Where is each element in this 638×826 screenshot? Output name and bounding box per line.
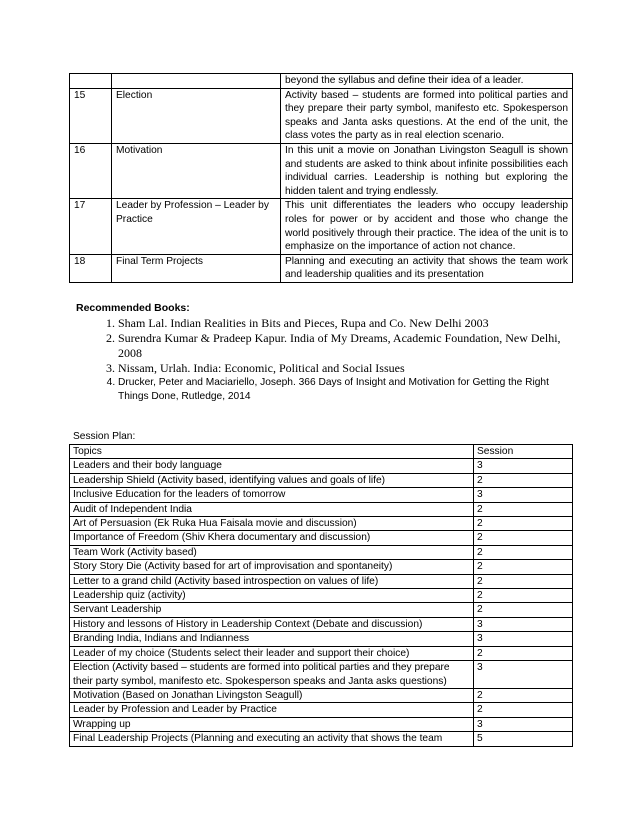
session-row bbox=[70, 517, 573, 531]
session-count: 3 bbox=[474, 632, 573, 646]
session-row bbox=[70, 488, 573, 502]
session-topic: Importance of Freedom (Shiv Khera documentary and discussion) bbox=[70, 531, 474, 545]
session-topic: Leader by Profession and Leader by Practice bbox=[70, 703, 474, 717]
session-row bbox=[70, 473, 573, 487]
session-topic: Audit of Independent India bbox=[70, 502, 474, 516]
activity-number: 18 bbox=[70, 254, 112, 282]
session-row bbox=[70, 603, 573, 617]
session-topic: Branding India, Indians and Indianness bbox=[70, 632, 474, 646]
session-topic: Leadership quiz (activity) bbox=[70, 589, 474, 603]
session-topic: History and lessons of History in Leadership Context (Debate and discussion) bbox=[70, 617, 474, 631]
session-topic: Art of Persuasion (Ek Ruka Hua Faisala movie and discussion) bbox=[70, 517, 474, 531]
activity-title: Leader by Profession – Leader by Practice bbox=[112, 199, 281, 254]
session-row bbox=[70, 459, 573, 473]
activity-row bbox=[70, 74, 573, 89]
session-count: 3 bbox=[474, 617, 573, 631]
session-topic: Wrapping up bbox=[70, 717, 474, 731]
activity-row bbox=[70, 199, 573, 254]
session-topic: Letter to a grand child (Activity based introspection on values of life) bbox=[70, 574, 474, 588]
book-item: 4. Drucker, Peter and Maciariello, Joseph. 366 Days of Insight and Motivation for Getting the Right Things Done, Rutledge, 2014 bbox=[118, 376, 576, 404]
session-row bbox=[70, 545, 573, 559]
session-count: 2 bbox=[474, 473, 573, 487]
activity-description: Activity based – students are formed into political parties and they prepare their party symbol, manifesto etc. Spokesperson speaks and Janta asks questions. At the end of the unit, the class votes the party as in real election scenario. bbox=[281, 88, 573, 143]
session-row bbox=[70, 531, 573, 545]
session-count: 3 bbox=[474, 459, 573, 473]
session-row bbox=[70, 688, 573, 702]
activity-row bbox=[70, 143, 573, 198]
session-plan-table bbox=[69, 444, 573, 747]
book-item: 2. Surendra Kumar & Pradeep Kapur. India of My Dreams, Academic Foundation, New Delhi, 2008 bbox=[118, 331, 576, 361]
session-row bbox=[70, 646, 573, 660]
session-topic: Inclusive Education for the leaders of tomorrow bbox=[70, 488, 474, 502]
session-count: 2 bbox=[474, 560, 573, 574]
activity-number: 16 bbox=[70, 143, 112, 198]
activity-description: This unit differentiates the leaders who occupy leadership roles for power or by accident and those who change the world positively through their practice. The idea of the unit is to emphasize on the importance of action not chance. bbox=[281, 199, 573, 254]
session-topic: Leader of my choice (Students select their leader and support their choice) bbox=[70, 646, 474, 660]
session-row bbox=[70, 703, 573, 717]
session-topic: Final Leadership Projects (Planning and executing an activity that shows the team bbox=[70, 732, 474, 746]
session-count: 5 bbox=[474, 732, 573, 746]
session-count: 2 bbox=[474, 517, 573, 531]
activity-description: In this unit a movie on Jonathan Livingston Seagull is shown and students are asked to think about infinite possibilities each individual carries. Leadership is nothing but exploring the hidden talent and trying endlessly. bbox=[281, 143, 573, 198]
book-item: 3. Nissam, Urlah. India: Economic, Political and Social Issues bbox=[118, 361, 576, 376]
session-header: Session bbox=[474, 445, 573, 459]
session-plan-label: Session Plan: bbox=[73, 431, 136, 442]
session-count: 2 bbox=[474, 688, 573, 702]
activity-row bbox=[70, 254, 573, 282]
session-topic: Story Story Die (Activity based for art of improvisation and spontaneity) bbox=[70, 560, 474, 574]
session-topic: Leaders and their body language bbox=[70, 459, 474, 473]
session-topic: Election (Activity based – students are formed into political parties and they prepare their party symbol, manifesto etc. Spokesperson speaks and Janta asks questions) bbox=[70, 661, 474, 689]
activity-title: Final Term Projects bbox=[112, 254, 281, 282]
session-count: 2 bbox=[474, 545, 573, 559]
session-row bbox=[70, 589, 573, 603]
session-topic: Leadership Shield (Activity based, identifying values and goals of life) bbox=[70, 473, 474, 487]
session-row bbox=[70, 661, 573, 689]
session-row bbox=[70, 560, 573, 574]
session-count: 2 bbox=[474, 603, 573, 617]
activity-description: Planning and executing an activity that shows the team work and leadership qualities and its presentation bbox=[281, 254, 573, 282]
books-heading: Recommended Books: bbox=[76, 302, 190, 314]
session-row bbox=[70, 632, 573, 646]
session-count: 2 bbox=[474, 589, 573, 603]
session-topic: Servant Leadership bbox=[70, 603, 474, 617]
session-count: 3 bbox=[474, 661, 573, 689]
topics-header: Topics bbox=[70, 445, 474, 459]
activity-title: Motivation bbox=[112, 143, 281, 198]
activity-title bbox=[112, 74, 281, 89]
activity-number bbox=[70, 74, 112, 89]
session-count: 2 bbox=[474, 646, 573, 660]
session-topic: Motivation (Based on Jonathan Livingston Seagull) bbox=[70, 688, 474, 702]
session-row bbox=[70, 717, 573, 731]
books-list bbox=[76, 316, 576, 404]
activity-number: 17 bbox=[70, 199, 112, 254]
session-header-row bbox=[70, 445, 573, 459]
activities-table bbox=[69, 73, 573, 283]
session-topic: Team Work (Activity based) bbox=[70, 545, 474, 559]
recommended-books bbox=[76, 302, 576, 404]
session-count: 2 bbox=[474, 502, 573, 516]
session-row bbox=[70, 732, 573, 746]
activity-title: Election bbox=[112, 88, 281, 143]
book-item: 1. Sham Lal. Indian Realities in Bits and Pieces, Rupa and Co. New Delhi 2003 bbox=[118, 316, 576, 331]
activity-number: 15 bbox=[70, 88, 112, 143]
activity-description: beyond the syllabus and define their idea of a leader. bbox=[281, 74, 573, 89]
session-count: 2 bbox=[474, 531, 573, 545]
session-row bbox=[70, 617, 573, 631]
activity-row bbox=[70, 88, 573, 143]
session-row bbox=[70, 502, 573, 516]
session-count: 3 bbox=[474, 717, 573, 731]
session-count: 3 bbox=[474, 488, 573, 502]
session-row bbox=[70, 574, 573, 588]
session-count: 2 bbox=[474, 574, 573, 588]
session-count: 2 bbox=[474, 703, 573, 717]
